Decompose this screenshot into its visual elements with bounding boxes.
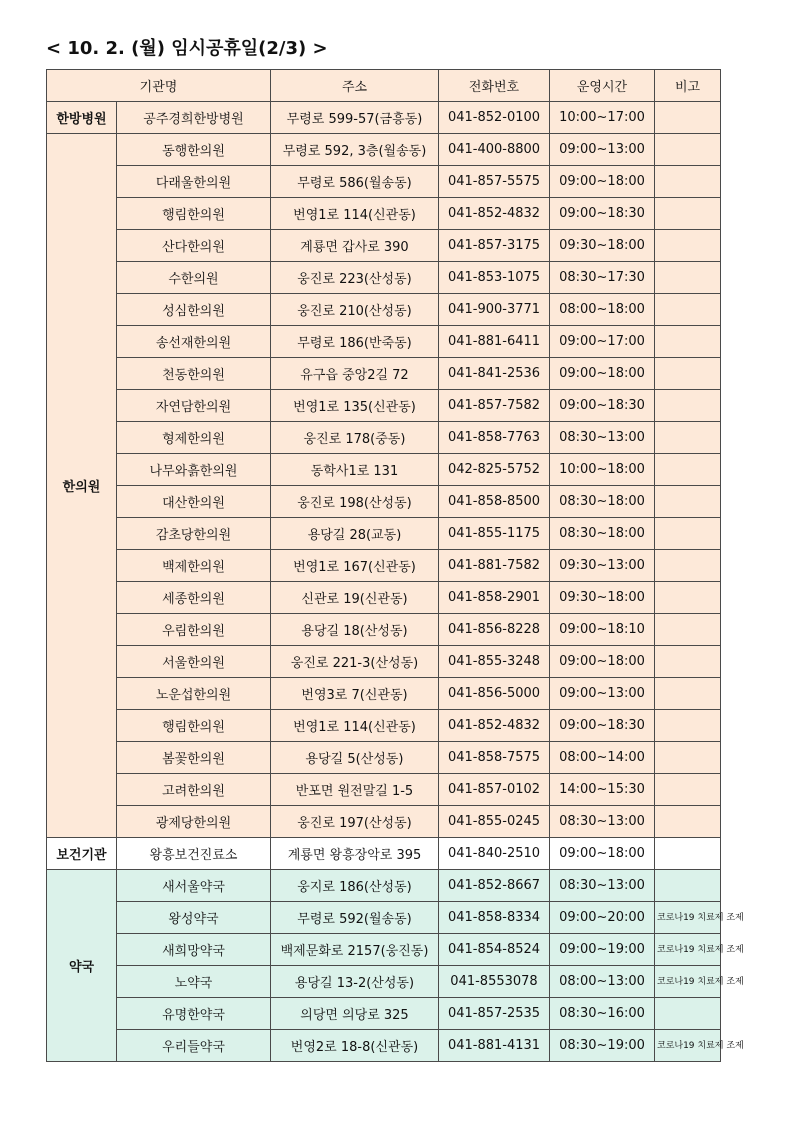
address-cell: 반포면 원전말길 1-5 [271, 774, 439, 806]
category-cell: 한의원 [47, 134, 117, 838]
hours-cell: 09:00~13:00 [550, 134, 655, 166]
note-cell [655, 294, 721, 326]
facility-name-cell: 새서울약국 [117, 870, 271, 902]
facility-name-cell: 동행한의원 [117, 134, 271, 166]
phone-cell: 041-857-5575 [439, 166, 550, 198]
table-row [47, 966, 721, 998]
facility-name-cell: 행림한의원 [117, 710, 271, 742]
facility-name-cell: 성심한의원 [117, 294, 271, 326]
table-row [47, 358, 721, 390]
note-cell [655, 582, 721, 614]
phone-cell: 041-856-8228 [439, 614, 550, 646]
address-cell: 계룡면 갑사로 390 [271, 230, 439, 262]
facility-name-cell: 봄꽃한의원 [117, 742, 271, 774]
hours-cell: 08:30~18:00 [550, 486, 655, 518]
hours-cell: 09:30~18:00 [550, 230, 655, 262]
address-cell: 웅진로 223(산성동) [271, 262, 439, 294]
facility-name-cell: 수한의원 [117, 262, 271, 294]
address-cell: 용당길 5(산성동) [271, 742, 439, 774]
hours-cell: 09:30~18:00 [550, 582, 655, 614]
facility-name-cell: 대산한의원 [117, 486, 271, 518]
address-cell: 백제문화로 2157(웅진동) [271, 934, 439, 966]
phone-cell: 041-8553078 [439, 966, 550, 998]
table-row [47, 742, 721, 774]
address-cell: 번영1로 135(신관동) [271, 390, 439, 422]
note-cell [655, 742, 721, 774]
note-cell [655, 262, 721, 294]
table-row [47, 294, 721, 326]
phone-cell: 041-858-7763 [439, 422, 550, 454]
table-row [47, 422, 721, 454]
header-address: 주소 [271, 70, 439, 102]
facility-name-cell: 공주경희한방병원 [117, 102, 271, 134]
phone-cell: 041-854-8524 [439, 934, 550, 966]
page-title: < 10. 2. (월) 임시공휴일(2/3) > [46, 38, 328, 59]
note-cell [655, 870, 721, 902]
facility-name-cell: 다래울한의원 [117, 166, 271, 198]
address-cell: 용당길 28(교동) [271, 518, 439, 550]
phone-cell: 041-858-8334 [439, 902, 550, 934]
address-cell: 웅진로 198(산성동) [271, 486, 439, 518]
facility-name-cell: 송선재한의원 [117, 326, 271, 358]
facility-name-cell: 우림한의원 [117, 614, 271, 646]
note-cell [655, 166, 721, 198]
table-row [47, 934, 721, 966]
note-cell [655, 422, 721, 454]
facility-name-cell: 자연담한의원 [117, 390, 271, 422]
table-row [47, 646, 721, 678]
address-cell: 신관로 19(신관동) [271, 582, 439, 614]
address-cell: 웅진로 197(산성동) [271, 806, 439, 838]
table-row [47, 838, 721, 870]
phone-cell: 041-881-7582 [439, 550, 550, 582]
note-cell [655, 518, 721, 550]
hours-cell: 09:00~18:00 [550, 166, 655, 198]
phone-cell: 041-852-8667 [439, 870, 550, 902]
hours-cell: 09:00~18:30 [550, 710, 655, 742]
phone-cell: 041-400-8800 [439, 134, 550, 166]
category-cell: 보건기관 [47, 838, 117, 870]
phone-cell: 042-825-5752 [439, 454, 550, 486]
note-cell [655, 774, 721, 806]
table-row [47, 870, 721, 902]
facility-name-cell: 광제당한의원 [117, 806, 271, 838]
phone-cell: 041-857-7582 [439, 390, 550, 422]
facility-name-cell: 감초당한의원 [117, 518, 271, 550]
note-cell [655, 614, 721, 646]
address-cell: 웅진로 221-3(산성동) [271, 646, 439, 678]
facility-name-cell: 형제한의원 [117, 422, 271, 454]
table-row [47, 902, 721, 934]
table-row [47, 326, 721, 358]
facility-name-cell: 서울한의원 [117, 646, 271, 678]
hours-cell: 08:30~13:00 [550, 422, 655, 454]
hours-cell: 08:30~17:30 [550, 262, 655, 294]
hours-cell: 09:00~17:00 [550, 326, 655, 358]
address-cell: 번영1로 114(신관동) [271, 710, 439, 742]
address-cell: 무령로 599-57(금흥동) [271, 102, 439, 134]
hours-cell: 09:00~13:00 [550, 678, 655, 710]
table-row [47, 806, 721, 838]
phone-cell: 041-857-0102 [439, 774, 550, 806]
hours-cell: 09:00~20:00 [550, 902, 655, 934]
table-row [47, 198, 721, 230]
hours-cell: 08:30~18:00 [550, 518, 655, 550]
table-row [47, 102, 721, 134]
table-row [47, 262, 721, 294]
hours-cell: 09:00~18:30 [550, 390, 655, 422]
phone-cell: 041-855-1175 [439, 518, 550, 550]
address-cell: 계룡면 왕흥장악로 395 [271, 838, 439, 870]
hours-cell: 09:00~18:00 [550, 838, 655, 870]
note-cell [655, 550, 721, 582]
note-cell [655, 646, 721, 678]
note-cell [655, 134, 721, 166]
table-row [47, 518, 721, 550]
table-row [47, 774, 721, 806]
facility-name-cell: 유명한약국 [117, 998, 271, 1030]
note-cell [655, 230, 721, 262]
address-cell: 번영1로 114(신관동) [271, 198, 439, 230]
address-cell: 번영1로 167(신관동) [271, 550, 439, 582]
address-cell: 유구읍 중앙2길 72 [271, 358, 439, 390]
table-row [47, 550, 721, 582]
header-note: 비고 [655, 70, 721, 102]
note-cell: 코로나19 치료제 조제 [655, 902, 721, 934]
phone-cell: 041-857-2535 [439, 998, 550, 1030]
hours-cell: 08:00~18:00 [550, 294, 655, 326]
hours-cell: 09:00~18:30 [550, 198, 655, 230]
note-cell [655, 326, 721, 358]
hours-cell: 09:30~13:00 [550, 550, 655, 582]
phone-cell: 041-881-4131 [439, 1030, 550, 1062]
phone-cell: 041-840-2510 [439, 838, 550, 870]
address-cell: 번영2로 18-8(신관동) [271, 1030, 439, 1062]
address-cell: 무령로 186(반죽동) [271, 326, 439, 358]
table-row [47, 166, 721, 198]
facility-name-cell: 산다한의원 [117, 230, 271, 262]
facility-table [46, 69, 744, 1062]
address-cell: 웅진로 210(산성동) [271, 294, 439, 326]
hours-cell: 09:00~18:10 [550, 614, 655, 646]
note-cell [655, 806, 721, 838]
facility-name-cell: 나무와흙한의원 [117, 454, 271, 486]
hours-cell: 10:00~18:00 [550, 454, 655, 486]
address-cell: 무령로 592, 3층(월송동) [271, 134, 439, 166]
hours-cell: 08:30~19:00 [550, 1030, 655, 1062]
hours-cell: 09:00~18:00 [550, 646, 655, 678]
note-cell [655, 710, 721, 742]
hours-cell: 09:00~19:00 [550, 934, 655, 966]
table-row [47, 678, 721, 710]
address-cell: 의당면 의당로 325 [271, 998, 439, 1030]
table-row [47, 998, 721, 1030]
note-cell [655, 198, 721, 230]
phone-cell: 041-856-5000 [439, 678, 550, 710]
phone-cell: 041-858-2901 [439, 582, 550, 614]
note-cell: 코로나19 치료제 조제 [655, 1030, 721, 1062]
facility-name-cell: 왕성약국 [117, 902, 271, 934]
table-row [47, 614, 721, 646]
hours-cell: 14:00~15:30 [550, 774, 655, 806]
hours-cell: 10:00~17:00 [550, 102, 655, 134]
phone-cell: 041-855-0245 [439, 806, 550, 838]
hours-cell: 08:30~16:00 [550, 998, 655, 1030]
phone-cell: 041-852-4832 [439, 710, 550, 742]
category-cell: 약국 [47, 870, 117, 1062]
facility-name-cell: 노운섭한의원 [117, 678, 271, 710]
facility-name-cell: 새희망약국 [117, 934, 271, 966]
table-row [47, 454, 721, 486]
phone-cell: 041-858-8500 [439, 486, 550, 518]
note-cell [655, 358, 721, 390]
facility-name-cell: 백제한의원 [117, 550, 271, 582]
header-name: 기관명 [47, 70, 271, 102]
address-cell: 웅지로 186(산성동) [271, 870, 439, 902]
note-cell [655, 838, 721, 870]
hours-cell: 09:00~18:00 [550, 358, 655, 390]
hours-cell: 08:30~13:00 [550, 806, 655, 838]
phone-cell: 041-853-1075 [439, 262, 550, 294]
note-cell [655, 998, 721, 1030]
note-cell [655, 678, 721, 710]
phone-cell: 041-852-0100 [439, 102, 550, 134]
note-cell: 코로나19 치료제 조제 [655, 934, 721, 966]
facility-name-cell: 천동한의원 [117, 358, 271, 390]
phone-cell: 041-857-3175 [439, 230, 550, 262]
address-cell: 무령로 586(월송동) [271, 166, 439, 198]
note-cell [655, 390, 721, 422]
table-row [47, 1030, 721, 1062]
hours-cell: 08:00~13:00 [550, 966, 655, 998]
table-row [47, 710, 721, 742]
table-row [47, 230, 721, 262]
phone-cell: 041-841-2536 [439, 358, 550, 390]
facility-name-cell: 행림한의원 [117, 198, 271, 230]
facility-name-cell: 왕흥보건진료소 [117, 838, 271, 870]
table-row [47, 134, 721, 166]
hours-cell: 08:30~13:00 [550, 870, 655, 902]
table-row [47, 582, 721, 614]
header-phone: 전화번호 [439, 70, 550, 102]
hours-cell: 08:00~14:00 [550, 742, 655, 774]
table-row [47, 486, 721, 518]
phone-cell: 041-900-3771 [439, 294, 550, 326]
phone-cell: 041-855-3248 [439, 646, 550, 678]
phone-cell: 041-858-7575 [439, 742, 550, 774]
table-row [47, 390, 721, 422]
address-cell: 용당길 13-2(산성동) [271, 966, 439, 998]
address-cell: 동학사1로 131 [271, 454, 439, 486]
note-cell [655, 102, 721, 134]
phone-cell: 041-852-4832 [439, 198, 550, 230]
note-cell [655, 486, 721, 518]
table-body [47, 102, 744, 1062]
address-cell: 번영3로 7(신관동) [271, 678, 439, 710]
facility-name-cell: 노약국 [117, 966, 271, 998]
facility-name-cell: 고려한의원 [117, 774, 271, 806]
category-cell: 한방병원 [47, 102, 117, 134]
note-cell [655, 454, 721, 486]
facility-name-cell: 우리들약국 [117, 1030, 271, 1062]
facility-name-cell: 세종한의원 [117, 582, 271, 614]
address-cell: 무령로 592(월송동) [271, 902, 439, 934]
address-cell: 용당길 18(산성동) [271, 614, 439, 646]
table-header-row [47, 70, 721, 102]
note-cell: 코로나19 치료제 조제 [655, 966, 721, 998]
phone-cell: 041-881-6411 [439, 326, 550, 358]
address-cell: 웅진로 178(중동) [271, 422, 439, 454]
header-hours: 운영시간 [550, 70, 655, 102]
